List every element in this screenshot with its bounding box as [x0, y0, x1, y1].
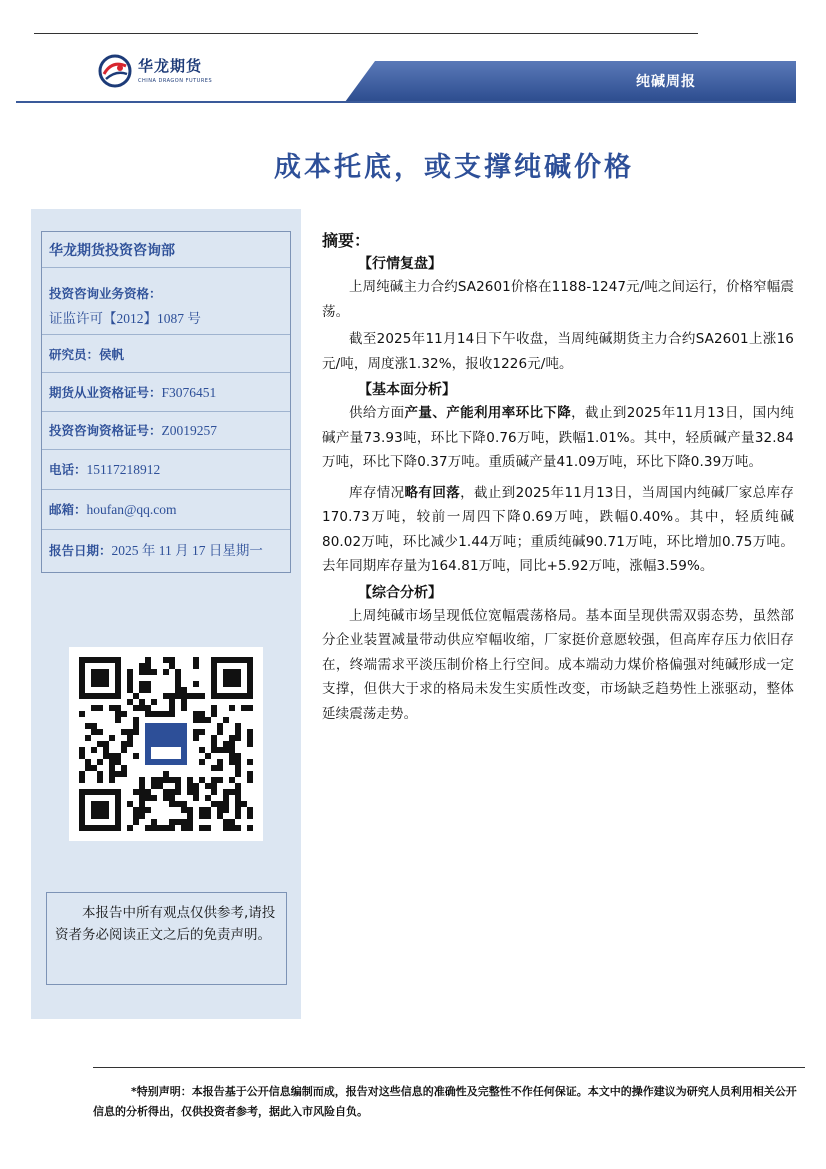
- company-logo: [98, 52, 248, 92]
- inventory-paragraph: [322, 481, 794, 579]
- inventory-post: ，截止到2025年11月13日，当周国内纯碱厂家总库存170.73万吨，较前一周四下降0.69万吨，跌幅0.40%。其中，轻质纯碱80.02万吨，环比减少1.44万吨；重质纯碱90.71万吨，环比增加0.75万吨。去年同期库存量为164.81万吨，同比+5.92万吨，涨幅3.59%。: [322, 484, 794, 574]
- qr-code: [69, 647, 263, 841]
- researcher-row: [42, 335, 290, 373]
- phone-row: [42, 450, 290, 490]
- qualification-value: 证监许可【2012】1087 号: [49, 311, 201, 326]
- inventory-highlight: 略有回落: [404, 484, 461, 501]
- advisory-cert-row: [42, 412, 290, 450]
- email-value[interactable]: houfan@qq.com: [86, 502, 177, 517]
- header-rule: [16, 101, 796, 103]
- dragon-logo-icon: [98, 54, 132, 88]
- summary-heading: 【综合分析】: [358, 584, 442, 601]
- futures-cert-row: [42, 373, 290, 412]
- futures-cert-value: F3076451: [161, 385, 217, 400]
- fundamentals-heading: 【基本面分析】: [358, 382, 456, 398]
- market-review-heading: 【行情复盘】: [358, 256, 442, 272]
- phone-label: 电话：: [49, 462, 87, 477]
- qr-code-icon: [69, 647, 263, 841]
- qualification-row: [42, 268, 290, 335]
- summary-paragraph: 上周纯碱市场呈现低位宽幅震荡格局。基本面呈现供需双弱态势，虽然部分企业装置减量带动供应窄幅收缩，厂家挺价意愿较强，但高库存压力依旧存在，终端需求平淡压制价格上行空间。成本端动力煤价格偏强对纯碱形成一定支撑，但供大于求的格局未发生实质性改变，市场缺乏趋势性上涨驱动，整体延续震荡走势。: [322, 607, 794, 722]
- footer-rule: [93, 1067, 805, 1068]
- qualification-label: 投资咨询业务资格：: [49, 286, 162, 301]
- department-row: [42, 232, 290, 268]
- email-row: [42, 490, 290, 530]
- report-date-label: 报告日期：: [49, 543, 112, 558]
- report-type-banner: [345, 61, 796, 102]
- analyst-info-box: [41, 231, 291, 573]
- abstract-section: [322, 228, 794, 729]
- top-rule: [34, 33, 698, 34]
- abstract-heading: 摘要：: [322, 231, 371, 250]
- logo-name: 华龙期货: [138, 57, 203, 75]
- logo-subtitle: CHINA DRAGON FUTURES: [138, 78, 213, 84]
- special-notice: [93, 1082, 805, 1122]
- phone-value: 15117218912: [86, 462, 161, 477]
- supply-post: ，截止到2025年11月13日，国内纯碱产量73.93吨，环比下降0.76万吨，跌幅1.01%。其中，轻质碱产量32.84万吨，环比下降0.37万吨。重质碱产量41.09万吨，环比下降0.39万吨。: [322, 405, 794, 470]
- advisory-cert-label: 投资咨询资格证号：: [49, 423, 162, 438]
- market-review-p2: 截至2025年11月14日下午收盘，当周纯碱期货主力合约SA2601上涨16元/吨，周度涨1.32%，报收1226元/吨。: [322, 331, 794, 372]
- supply-pre: 供给方面: [349, 405, 405, 421]
- researcher-label: 研究员：: [49, 347, 100, 362]
- special-notice-text: *特别声明：本报告基于公开信息编制而成，报告对这些信息的准确性及完整性不作任何保证。本文中的操作建议为研究人员利用相关公开信息的分析得出，仅供投资者参考，据此入市风险自负。: [93, 1085, 797, 1118]
- report-date-row: [42, 530, 290, 572]
- supply-paragraph: [322, 401, 794, 475]
- report-type-label: 纯碱周报: [636, 74, 696, 90]
- inventory-pre: 库存情况: [349, 484, 405, 501]
- supply-highlight: 产量、产能利用率环比下降: [404, 405, 572, 421]
- disclaimer-box: [46, 892, 287, 985]
- advisory-cert-value: Z0019257: [161, 423, 218, 438]
- researcher-name: 侯帆: [99, 347, 125, 362]
- report-date-value: 2025 年 11 月 17 日星期一: [111, 543, 263, 558]
- page-title: 成本托底，或支撑纯碱价格: [274, 152, 634, 183]
- market-review-p1: 上周纯碱主力合约SA2601价格在1188-1247元/吨之间运行，价格窄幅震荡。: [322, 279, 794, 320]
- email-label: 邮箱：: [49, 502, 87, 517]
- disclaimer-text: 本报告中所有观点仅供参考,请投资者务必阅读正文之后的免责声明。: [55, 905, 276, 943]
- futures-cert-label: 期货从业资格证号：: [49, 385, 162, 400]
- department-name: 华龙期货投资咨询部: [49, 243, 175, 259]
